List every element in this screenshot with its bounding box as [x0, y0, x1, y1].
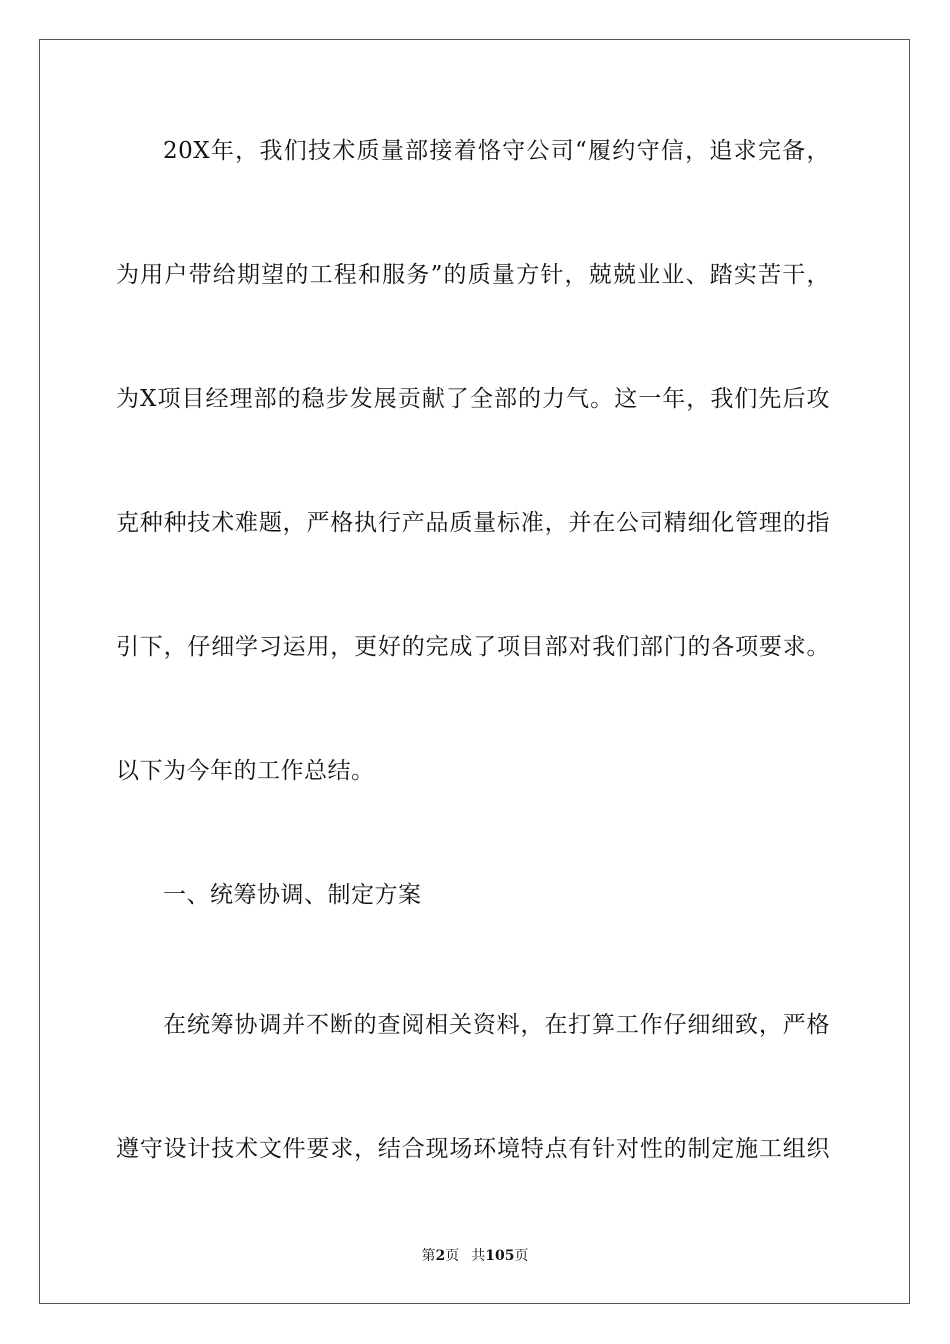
page-border	[39, 39, 910, 1304]
paragraph-1-line-5: 引下，仔细学习运用，更好的完成了项目部对我们部门的各项要求。	[116, 634, 830, 660]
paragraph-2-line-2: 遵守设计技术文件要求，结合现场环境特点有针对性的制定施工组织	[116, 1136, 830, 1162]
paragraph-1-line-1: 20X年，我们技术质量部接着恪守公司“履约守信，追求完备，	[163, 138, 830, 164]
paragraph-1-line-6: 以下为今年的工作总结。	[116, 758, 375, 784]
section-heading: 一、统筹协调、制定方案	[163, 882, 422, 908]
paragraph-1-line-2: 为用户带给期望的工程和服务”的质量方针，兢兢业业、踏实苦干，	[116, 262, 830, 288]
footer-total-number: 105	[485, 1248, 515, 1264]
footer-page-number: 2	[435, 1248, 446, 1264]
page-footer	[0, 1247, 950, 1265]
footer-page-suffix: 页	[445, 1248, 460, 1264]
footer-page-prefix: 第	[421, 1248, 436, 1264]
paragraph-1-line-4: 克种种技术难题，严格执行产品质量标准，并在公司精细化管理的指	[116, 510, 830, 536]
paragraph-2-line-1: 在统筹协调并不断的查阅相关资料，在打算工作仔细细致，严格	[163, 1012, 830, 1038]
footer-total-prefix: 共	[471, 1248, 486, 1264]
footer-total-suffix: 页	[514, 1248, 529, 1264]
paragraph-1-line-3: 为X项目经理部的稳步发展贡献了全部的力气。这一年，我们先后攻	[116, 386, 830, 412]
